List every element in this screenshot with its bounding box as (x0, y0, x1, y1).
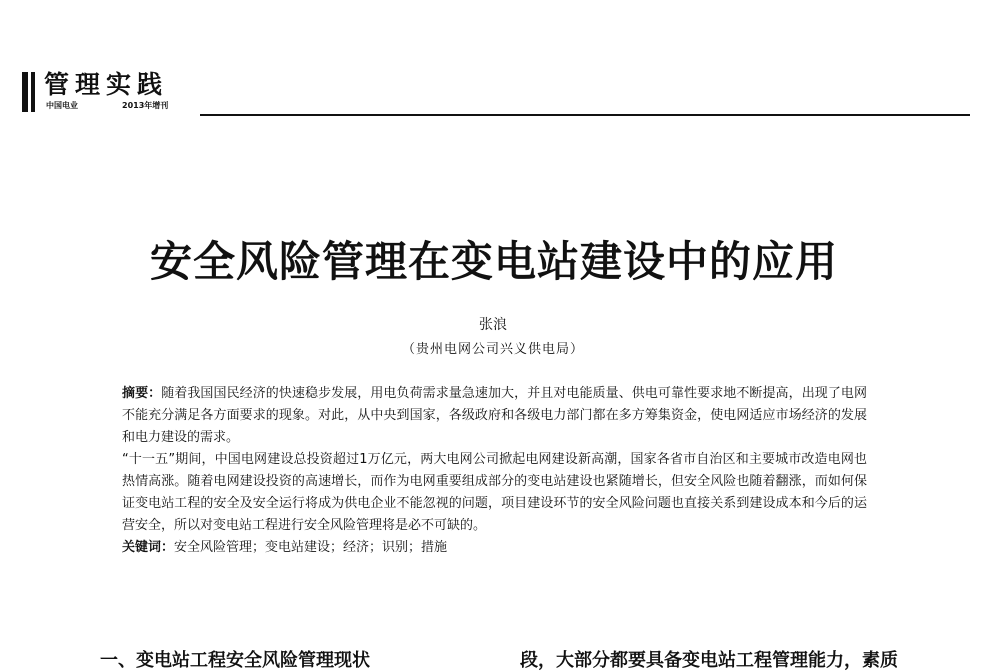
header-rule (200, 114, 970, 116)
author-affiliation: （贵州电网公司兴义供电局） (401, 342, 584, 357)
publication-name: 中国电业 (46, 101, 78, 110)
body-text-fragment: 段，大部分都要具备变电站工程管理能力，素质 (520, 650, 898, 671)
keywords-text: 安全风险管理；变电站建设；经济；识别；措施 (174, 540, 448, 555)
header-bars-decoration (22, 72, 40, 112)
page-header (22, 70, 970, 120)
keywords-label: 关键词： (122, 540, 175, 555)
body-heading-fragment: 一、变电站工程安全风险管理现状 (100, 650, 370, 671)
article-author: 张浪 (479, 317, 507, 333)
keywords-line (122, 537, 867, 559)
abstract-label: 摘要： (122, 386, 162, 401)
article-title: 安全风险管理在变电站建设中的应用 (149, 237, 838, 286)
abstract-text-1: 随着我国国民经济的快速稳步发展，用电负荷需求量急速加大，并且对电能质量、供电可靠性要求地不断提高，出现了电网不能充分满足各方面要求的现象。对此，从中央到国家，各级政府和各级电力部门都在多方筹集资金，使电网适应市场经济的发展和电力建设的需求。 (122, 386, 867, 445)
abstract-paragraph-1 (122, 383, 867, 449)
issue-label: 2013年增刊 (122, 101, 169, 110)
abstract-block (122, 383, 867, 559)
section-title: 管理实践 (44, 70, 169, 99)
abstract-paragraph-2: “十一五”期间，中国电网建设总投资超过1万亿元，两大电网公司掀起电网建设新高潮，国家各省市自治区和主要城市改造电网也热情高涨。随着电网建设投资的高速增长，而作为电网重要组成部分的变电站建设也紧随增长，但安全风险也随着翻涨，而如何保证变电站工程的安全及安全运行将成为供电企业不能忽视的问题，项目建设环节的安全风险问题也直接关系到建设成本和今后的运营安全，所以对变电站工程进行安全风险管理将是必不可缺的。 (122, 452, 867, 533)
